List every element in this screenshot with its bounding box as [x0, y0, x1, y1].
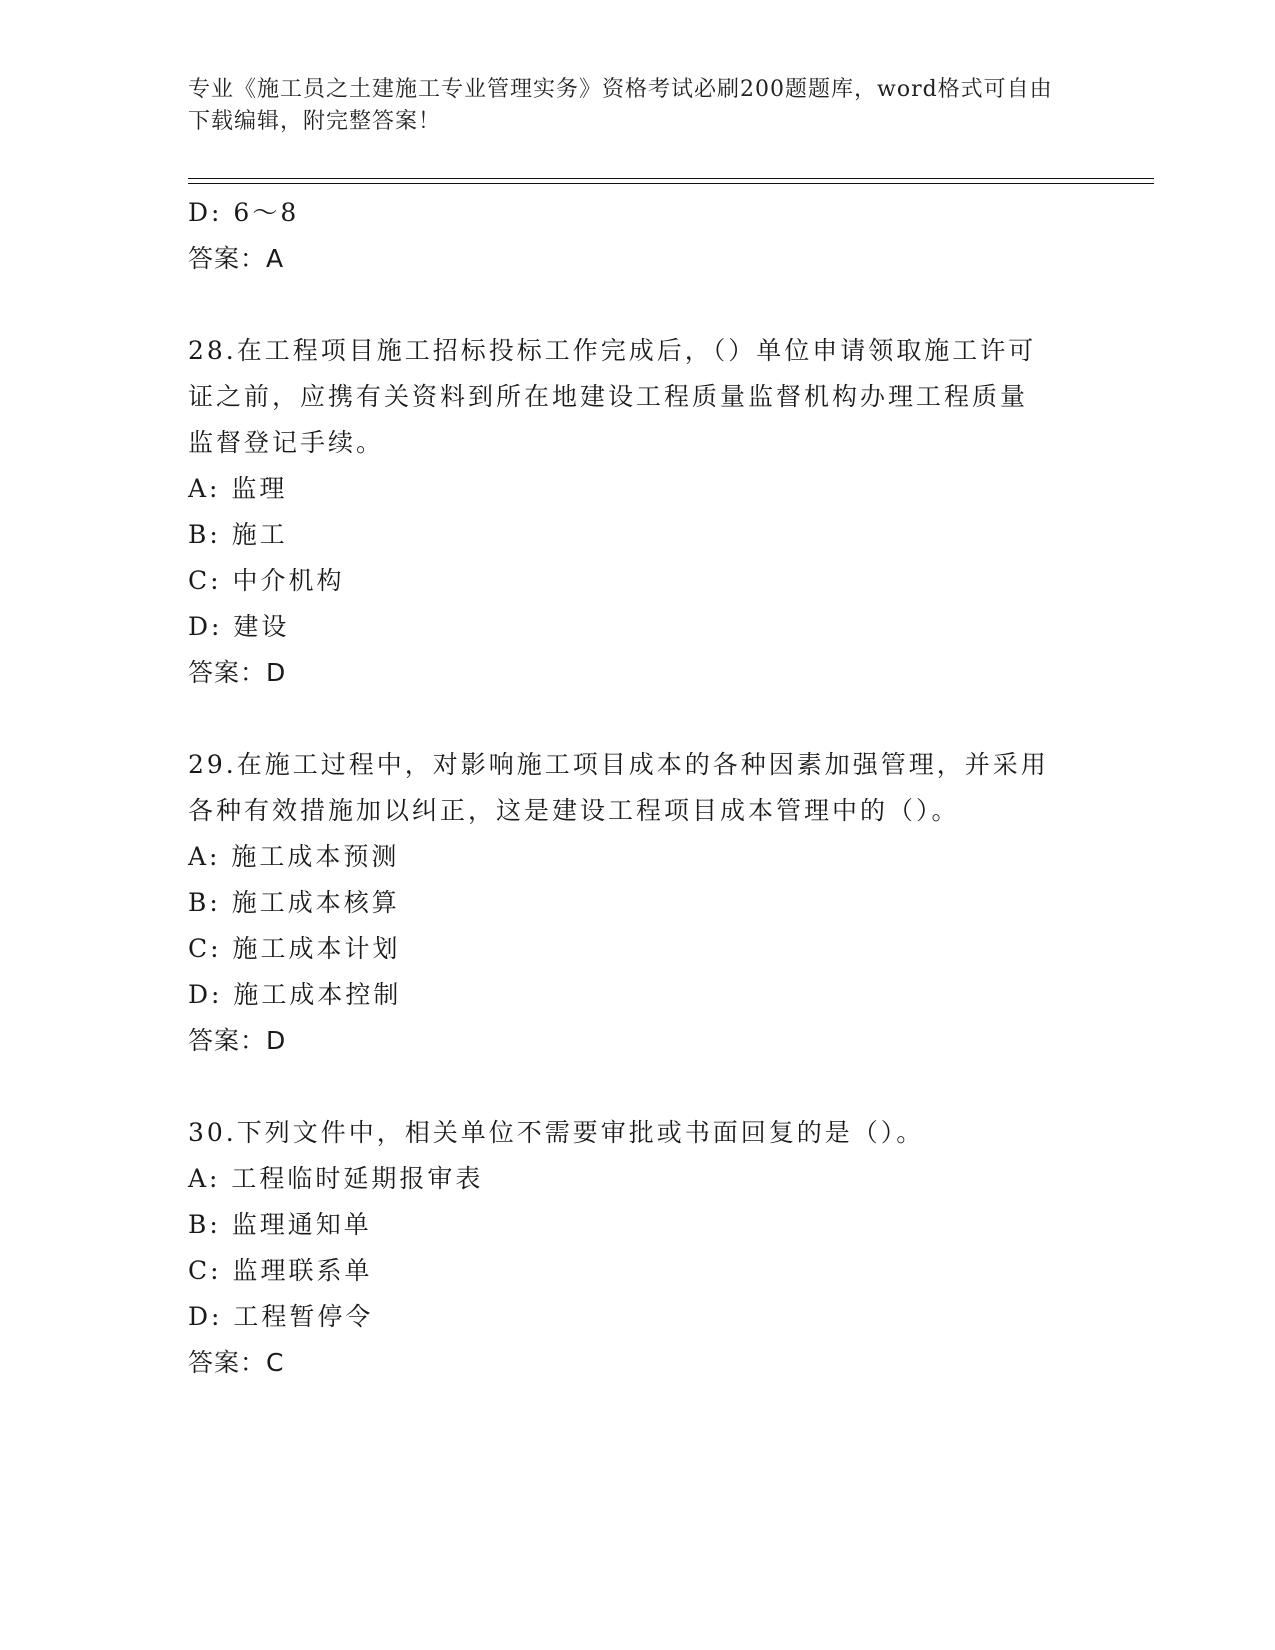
option-b: B: 施工成本核算 [188, 888, 400, 917]
option-a: A: 监理 [188, 474, 288, 503]
question-30 [188, 1110, 1088, 1386]
option-b: B: 监理通知单 [188, 1210, 372, 1239]
header-divider [188, 178, 1154, 184]
option-c: C: 中介机构 [188, 566, 345, 595]
question-stem-line: 28.在工程项目施工招标投标工作完成后，（）单位申请领取施工许可 [188, 336, 1037, 365]
question-stem-line: 29.在施工过程中，对影响施工项目成本的各种因素加强管理，并采用 [188, 750, 1049, 779]
question-28 [188, 328, 1088, 696]
option-d: D: 工程暂停令 [188, 1302, 374, 1331]
previous-question-tail [188, 190, 1088, 282]
question-stem-line: 证之前，应携有关资料到所在地建设工程质量监督机构办理工程质量 [188, 382, 1029, 411]
page-header [188, 74, 1068, 138]
option-d: D: 施工成本控制 [188, 980, 402, 1009]
question-stem-line: 监督登记手续。 [188, 428, 385, 457]
question-stem-line: 各种有效措施加以纠正，这是建设工程项目成本管理中的（）。 [188, 796, 960, 825]
question-stem-line: 30.下列文件中，相关单位不需要审批或书面回复的是（）。 [188, 1118, 925, 1147]
answer-label: 答案：D [188, 658, 287, 687]
option-a: A: 工程临时延期报审表 [188, 1164, 484, 1193]
question-list [188, 190, 1088, 1386]
answer-label: 答案：C [188, 1348, 285, 1377]
option-d: D: 建设 [188, 612, 290, 641]
option-a: A: 施工成本预测 [188, 842, 400, 871]
option-c: C: 施工成本计划 [188, 934, 401, 963]
answer-label: 答案：A [188, 244, 285, 273]
question-29 [188, 742, 1088, 1064]
header-title: 专业《施工员之土建施工专业管理实务》资格考试必刷200题题库，word格式可自由下载编辑，附完整答案！ [188, 77, 1053, 134]
option-c: C: 监理联系单 [188, 1256, 373, 1285]
option-d: D: 6～8 [188, 198, 300, 227]
answer-label: 答案：D [188, 1026, 287, 1055]
option-b: B: 施工 [188, 520, 288, 549]
